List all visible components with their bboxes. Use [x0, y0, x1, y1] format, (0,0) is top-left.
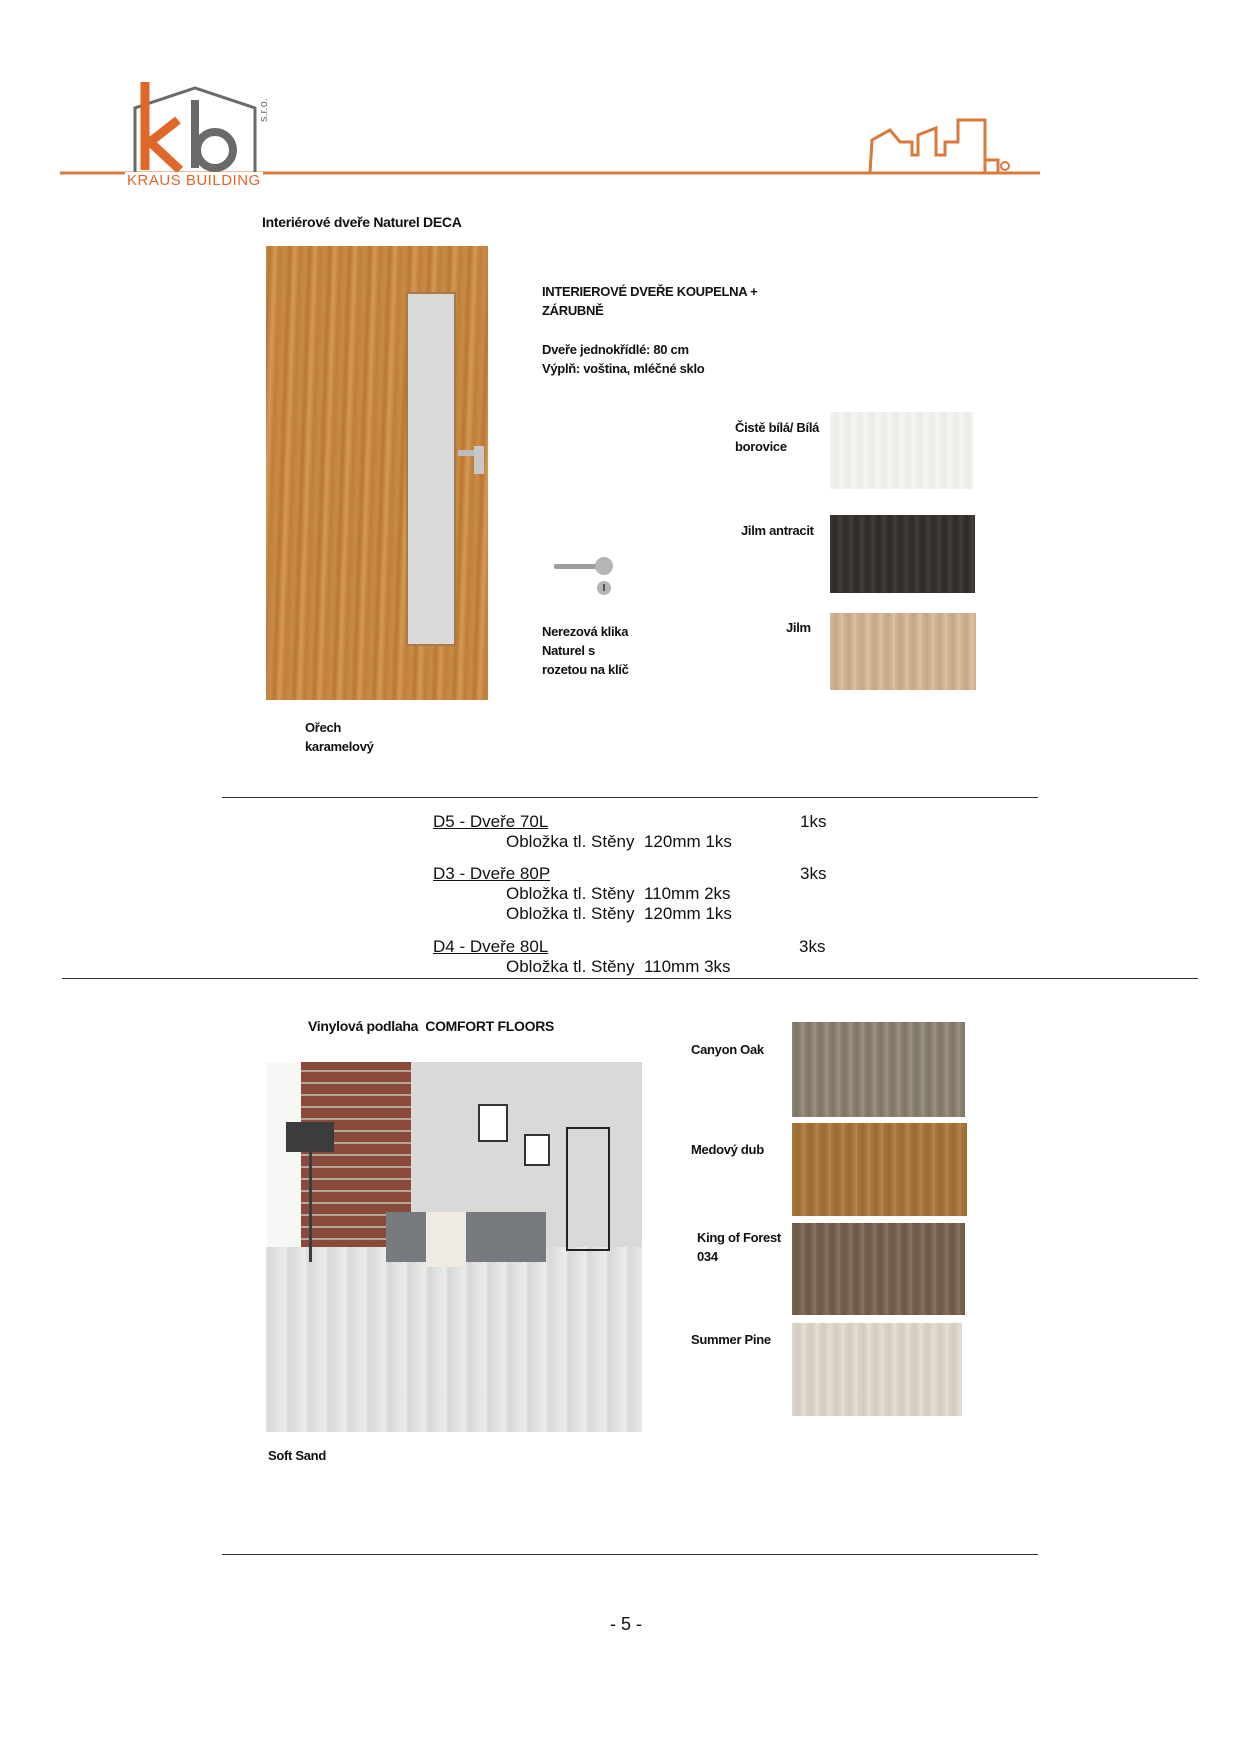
floor-swatch-label-canyon-oak: Canyon Oak — [691, 1042, 764, 1057]
room-floor — [266, 1247, 642, 1432]
floor-swatch-canyon-oak — [792, 1022, 965, 1117]
room-image — [266, 1062, 642, 1432]
swatch-label-white: Čistě bílá/ Bílá borovice — [735, 420, 820, 454]
doors-title: Interiérové dveře Naturel DECA — [262, 214, 462, 230]
room-bed — [386, 1212, 546, 1262]
item-qty: 3ks — [799, 937, 826, 956]
swatch-label-anthracite: Jilm antracit — [741, 523, 814, 538]
divider-2 — [62, 978, 1198, 979]
floor-swatch-king-of-forest — [792, 1223, 965, 1315]
logo-sro: s.r.o. — [258, 98, 270, 122]
swatch-elm — [830, 613, 976, 690]
doors-spec-line1: Dveře jednokřídlé: 80 cm — [542, 342, 689, 357]
swatch-anthracite — [830, 515, 975, 593]
room-throw — [426, 1212, 466, 1267]
door-color-label: Ořech karamelový — [305, 720, 374, 754]
doors-spec-line2: Výplň: voština, mléčné sklo — [542, 361, 705, 376]
floor-swatch-summer-pine — [792, 1323, 962, 1416]
floor-swatch-label-summer-pine: Summer Pine — [691, 1332, 771, 1347]
divider-1 — [222, 797, 1038, 798]
item-line: Obložka tl. Stěny 120mm 1ks — [506, 832, 732, 851]
divider-3 — [222, 1554, 1038, 1555]
item-d4 — [433, 937, 853, 957]
door-image — [266, 246, 488, 700]
room-lamp-stand — [309, 1152, 312, 1262]
handle-icon — [552, 550, 622, 600]
floor-main-label: Soft Sand — [268, 1448, 326, 1463]
logo-name: KRAUS BUILDING — [127, 172, 261, 189]
item-line: Obložka tl. Stěny 110mm 2ks — [506, 884, 731, 903]
item-code: D5 - Dveře 70L — [433, 812, 549, 831]
item-qty: 3ks — [800, 864, 827, 883]
floor-title: Vinylová podlaha COMFORT FLOORS — [308, 1018, 555, 1034]
door-glass-panel — [406, 292, 456, 646]
item-code: D3 - Dveře 80P — [433, 864, 551, 883]
room-frame-2 — [524, 1134, 550, 1166]
floor-swatch-label-honey-oak: Medový dub — [691, 1142, 764, 1157]
swatch-label-elm: Jilm — [786, 620, 811, 635]
room-curtain — [266, 1062, 301, 1272]
doors-heading: INTERIEROVÉ DVEŘE KOUPELNA + ZÁRUBNĚ — [542, 284, 758, 318]
swatch-white — [830, 412, 973, 489]
floor-swatch-honey-oak — [792, 1123, 967, 1216]
item-code: D4 - Dveře 80L — [433, 937, 549, 956]
item-qty: 1ks — [800, 812, 827, 831]
room-frame-1 — [478, 1104, 508, 1142]
page-header — [60, 70, 1040, 190]
item-line: Obložka tl. Stěny 110mm 3ks — [506, 957, 731, 976]
handle-label: Nerezová klika Naturel s rozetou na klíč — [542, 624, 629, 677]
item-d3 — [433, 864, 853, 884]
page-number: - 5 - — [610, 1614, 643, 1634]
item-line: Obložka tl. Stěny 120mm 1ks — [506, 904, 732, 923]
items-list — [433, 812, 853, 977]
room-shelf — [566, 1127, 610, 1251]
room-lamp-shade — [286, 1122, 334, 1152]
door-lock — [474, 446, 484, 474]
item-d5 — [433, 812, 853, 832]
floor-swatch-label-king-of-forest: King of Forest 034 — [697, 1230, 781, 1264]
